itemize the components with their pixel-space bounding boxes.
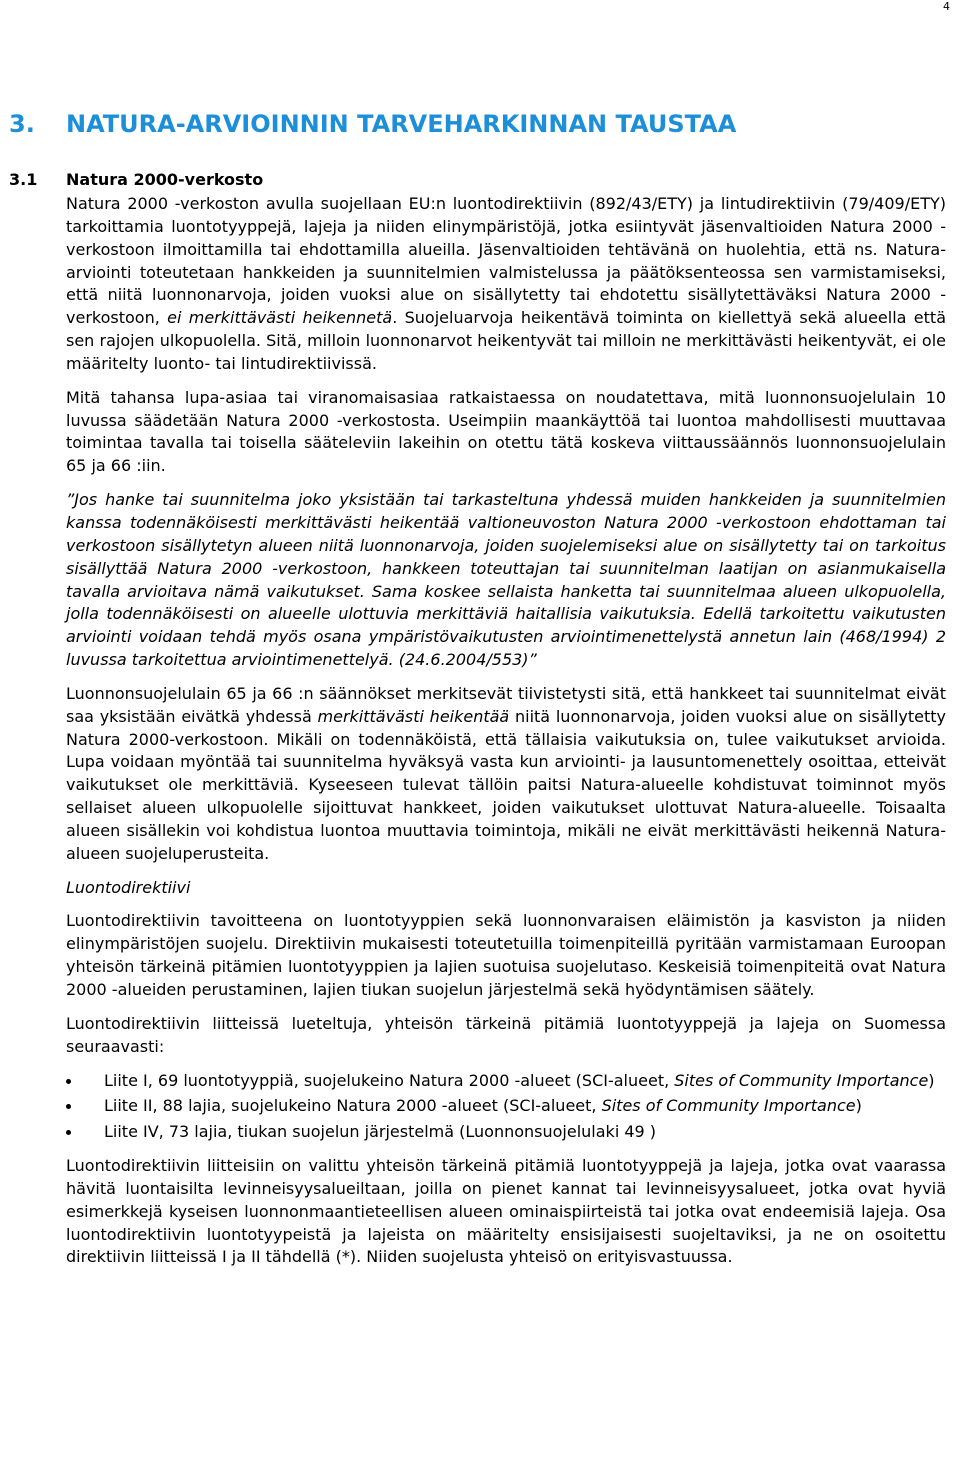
text-run: Liite I, 69 luontotyyppiä, suojelukeino Natura 2000 -alueet (SCI-alueet, xyxy=(104,1070,675,1090)
text-run: ) xyxy=(928,1070,935,1090)
paragraph-directive-goal: Luontodirektiivin tavoitteena on luontotyyppien sekä luonnonvaraisen eläimistön ja kasviston ja niiden elinympäristöjen suojelu. Direktiivin mukaisesti toteutetuilla toimenpiteillä pyritään varmistamaan Euroopan yhteisön tärkeinä pitämien luontotyyppien ja lajien suotuisa suojelutaso. Keskeisiä toimenpiteitä ovat Natura 2000 -alueiden perustaminen, lajien tiukan suojelun järjestelmä sekä hyödyntämisen säätely. xyxy=(66,911,946,999)
list-item xyxy=(66,1121,946,1144)
paragraph-law-summary xyxy=(66,683,946,866)
paragraph-law-reference: Mitä tahansa lupa-asiaa tai viranomaisasiaa ratkaistaessa on noudatettava, mitä luonnonsuojelulain 10 luvussa säädetään Natura 2000 -verkostosta. Useimpiin maankäyttöä tai luontoa mahdollisesti muuttavaa toimintaa tavalla tai toisella sääteleviin lakeihin on otettu tätä koskeva viittaussäännös luonnonsuojelulain 65 ja 66 :iin. xyxy=(66,387,946,476)
section-title: Natura 2000-verkosto xyxy=(66,170,264,189)
paragraph-natura-intro xyxy=(66,193,946,376)
emphasis: Sites of Community Importance xyxy=(601,1096,856,1116)
chapter-title: NATURA-ARVIOINNIN TARVEHARKINNAN TAUSTAA xyxy=(66,110,737,138)
text-run: Natura 2000 -verkoston avulla suojellaan EU:n luontodirektiivin (892/43/ETY) ja lintudirektiivin (79/409/ETY) tarkoittamia luontotyyppejä, lajeja ja niiden elinympäristöjä, jotka esiintyvät jäsenvaltioiden Natura 2000 -verkostoon ilmoittamilla tai ehdottamilla alueilla. Jäsenvaltioiden tehtävänä on huolehtia, että ns. Natura-arviointi toteutetaan hankkeiden ja suunnitelmien valmistelussa ja päätöksenteossa sen varmistamiseksi, että niitä luonnonarvoja, joiden vuoksi alue on sisällytetty tai ehdotettu sisällytettäväksi Natura 2000 -verkostoon, xyxy=(66,194,946,328)
text-run: Liite IV, 73 lajia, tiukan suojelun järjestelmä (Luonnonsuojelulaki 49 ) xyxy=(104,1122,657,1142)
bullet-icon xyxy=(66,1130,71,1135)
law-quote xyxy=(66,489,946,672)
text-run: . Suojeluarvoja heikentävä toiminta on kiellettyä sekä alueella että sen rajojen ulkopuolella. Sitä, milloin luonnonarvot heikentyvät tai milloin ne merkittävästi heikentyvät, ei ole määritelty luonto- tai lintudirektiivissä. xyxy=(66,308,946,373)
emphasis: Sites of Community Importance xyxy=(674,1070,929,1090)
list-item xyxy=(66,1070,946,1093)
text-run: Liite II, 88 lajia, suojelukeino Natura 2000 -alueet (SCI-alueet, xyxy=(104,1096,602,1116)
paragraph-annex-selection: Luontodirektiivin liitteisiin on valittu yhteisön tärkeinä pitämiä luontotyyppejä ja lajeja, jotka ovat vaarassa hävitä luontaisilta levinneisyysalueiltaan, joilla on pienet kannat tai levinneisyysalueet, jotka ovat hyviä esimerkkejä kyseisen luonnonmaantieteellisen alueen ominaispiirteistä tai jotka ovat endeemisiä lajeja. Osa luontodirektiivin luontotyypeistä ja lajeista on määritelty ensisijaisesti suojeltaviksi, ja ne on osoitettu direktiivin liitteissä I ja II tähdellä (*). Niiden suojelusta yhteisö on erityisvastuussa. xyxy=(66,1156,946,1267)
paragraph-annexes-intro: Luontodirektiivin liitteissä lueteltuja, yhteisön tärkeinä pitämiä luontotyyppejä ja lajeja on Suomessa seuraavasti: xyxy=(66,1013,946,1056)
text-run: ) xyxy=(855,1096,862,1116)
bullet-icon xyxy=(66,1079,71,1084)
chapter-number: 3. xyxy=(9,110,35,138)
text-run: niitä luonnonarvoja, joiden vuoksi alue on sisällytetty Natura 2000-verkostoon. Mikäli on todennäköistä, että tällaisia vaikutuksia on, tulee vaikutukset arvioida. Lupa voidaan myöntää tai suunnitelma hyväksyä vasta kun arviointi- ja lausuntomenettely osoittaa, etteivät vaikutukset ole merkittäviä. Kyseeseen tulevat tällöin paitsi Natura-alueelle kohdistuvat toiminnot myös sellaiset alueen ulkopuolelle sijoittuvat hankkeet, joiden vaikutukset ulottuvat Natura-alueelle. Toisaalta alueen sisällekin voi kohdistua luontoa muuttavia toimintoja, mikäli ne eivät merkittävästi heikennä Natura-alueen suojeluperusteita. xyxy=(66,706,947,863)
emphasis: ei merkittävästi heikennetä xyxy=(167,308,393,328)
list-item xyxy=(66,1095,946,1118)
annex-list xyxy=(66,1070,946,1145)
document-body xyxy=(66,193,946,1280)
subsection-title-text: Luontodirektiivi xyxy=(66,877,191,897)
text-run: Luonnonsuojelulain 65 ja 66 :n säännökset merkitsevät tiivistetysti sitä, että hankkeet tai suunnitelmat eivät saa yksistään eivätkä yhdessä xyxy=(66,683,946,726)
quote-text: ”Jos hanke tai suunnitelma joko yksistään tai tarkasteltuna yhdessä muiden hankkeiden ja suunnitelmien kanssa todennäköisesti merkittävästi heikentää valtioneuvoston Natura 2000 -verkostoon ehdottaman tai verkostoon sisällytetyn alueen niitä luonnonarvoja, joiden suojelemiseksi alue on sisällytetty tai on tarkoitus sisällyttää Natura 2000 -verkostoon, hankkeen toteuttajan tai suunnitelman laatijan on asianmukaisella tavalla arvioitava nämä vaikutukset. Sama koskee sellaista hanketta tai suunnitelmaa alueen ulkopuolella, jolla todennäköisesti on alueelle ulottuvia merkittäviä haitallisia vaikutuksia. Edellä tarkoitettu vaikutusten arviointi voidaan tehdä myös osana ympäristövaikutusten arviointimenettelystä annetun lain (468/1994) 2 luvussa tarkoitettua arviointimenettelyä. (24.6.2004/553)” xyxy=(66,490,946,670)
emphasis: merkittävästi heikentää xyxy=(317,706,510,726)
bullet-icon xyxy=(66,1104,71,1109)
subsection-title xyxy=(66,877,946,900)
page-number: 4 xyxy=(943,0,950,13)
section-number: 3.1 xyxy=(9,170,38,189)
